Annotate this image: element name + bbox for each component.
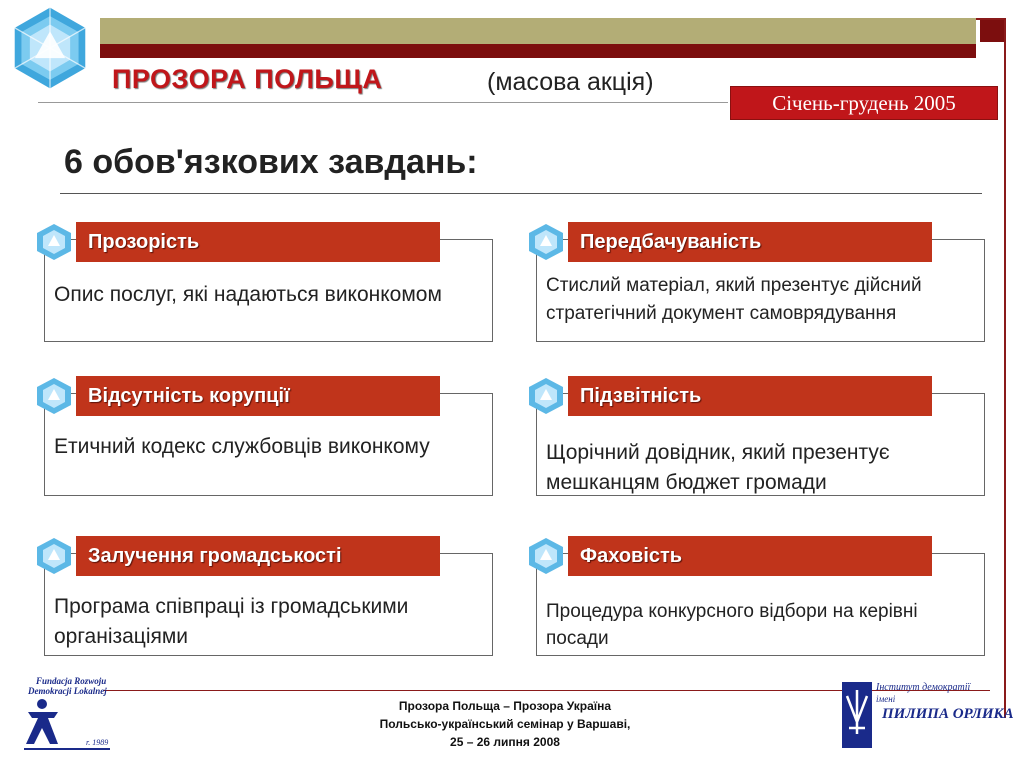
institute-emblem-icon xyxy=(842,682,872,748)
task-card-no-corruption xyxy=(34,376,484,496)
title-underline xyxy=(38,102,728,103)
card-label: Відсутність корупції xyxy=(76,376,440,416)
header-band-olive xyxy=(100,18,976,44)
foundation-name-line1: Fundacja Rozwoju xyxy=(36,676,107,686)
crystal-bullet-icon xyxy=(34,376,74,416)
card-label: Прозорість xyxy=(76,222,440,262)
footer-caption xyxy=(330,697,680,751)
page-subtitle: (масова акція) xyxy=(487,68,654,96)
footer-line: 25 – 26 липня 2008 xyxy=(450,735,560,749)
card-description: Стислий матеріал, який презентує дійсний стратегічний документ самоврядування xyxy=(546,275,922,324)
card-description: Процедура конкурсного відбори на керівні посади xyxy=(546,601,918,649)
crystal-bullet-icon xyxy=(526,536,566,576)
card-description: Щорічний довідник, який презентує мешканцям бюджет громади xyxy=(546,441,890,494)
crystal-bullet-icon xyxy=(34,536,74,576)
institute-name-line1: Інститут демократії xyxy=(876,682,971,693)
card-description: Етичний кодекс службовців виконкому xyxy=(54,435,430,458)
task-card-public-engagement xyxy=(34,536,484,656)
institute-logo xyxy=(842,682,1014,748)
crystal-bullet-icon xyxy=(34,222,74,262)
card-label: Залучення громадськості xyxy=(76,536,440,576)
footer-line: Польсько-український семінар у Варшаві, xyxy=(379,717,631,731)
task-card-predictability xyxy=(526,222,976,342)
section-heading-rule xyxy=(60,193,982,194)
card-label: Фаховість xyxy=(568,536,932,576)
task-card-professionalism xyxy=(526,536,976,656)
running-figure-icon xyxy=(24,698,64,746)
crystal-bullet-icon xyxy=(526,222,566,262)
frame-right-line xyxy=(1004,18,1006,718)
frame-top-line xyxy=(976,18,1006,20)
card-description: Програма співпраці із громадськими організаціями xyxy=(54,595,409,648)
date-range-badge: Січень-грудень 2005 xyxy=(730,86,998,120)
foundation-logo xyxy=(24,676,114,756)
foundation-name-line2: Demokracji Lokalnej xyxy=(28,686,107,696)
crystal-bullet-icon xyxy=(526,376,566,416)
foundation-year: r. 1989 xyxy=(86,738,109,747)
institute-name-line3: ПИЛИПА ОРЛИКА xyxy=(882,706,1014,722)
crystal-logo-icon xyxy=(8,6,92,90)
task-card-transparency xyxy=(34,222,484,342)
header-end-square xyxy=(980,20,1004,42)
card-description: Опис послуг, які надаються виконкомом xyxy=(54,283,442,306)
institute-name-line2: імені xyxy=(876,694,896,704)
page-title: ПРОЗОРА ПОЛЬЩА xyxy=(112,64,383,94)
section-heading: 6 обов'язкових завдань: xyxy=(64,143,478,181)
task-card-accountability xyxy=(526,376,976,496)
card-label: Підзвітність xyxy=(568,376,932,416)
header-band-maroon xyxy=(100,44,976,58)
card-label: Передбачуваність xyxy=(568,222,932,262)
footer-line: Прозора Польща – Прозора Україна xyxy=(398,699,612,713)
foundation-underline xyxy=(24,748,110,750)
